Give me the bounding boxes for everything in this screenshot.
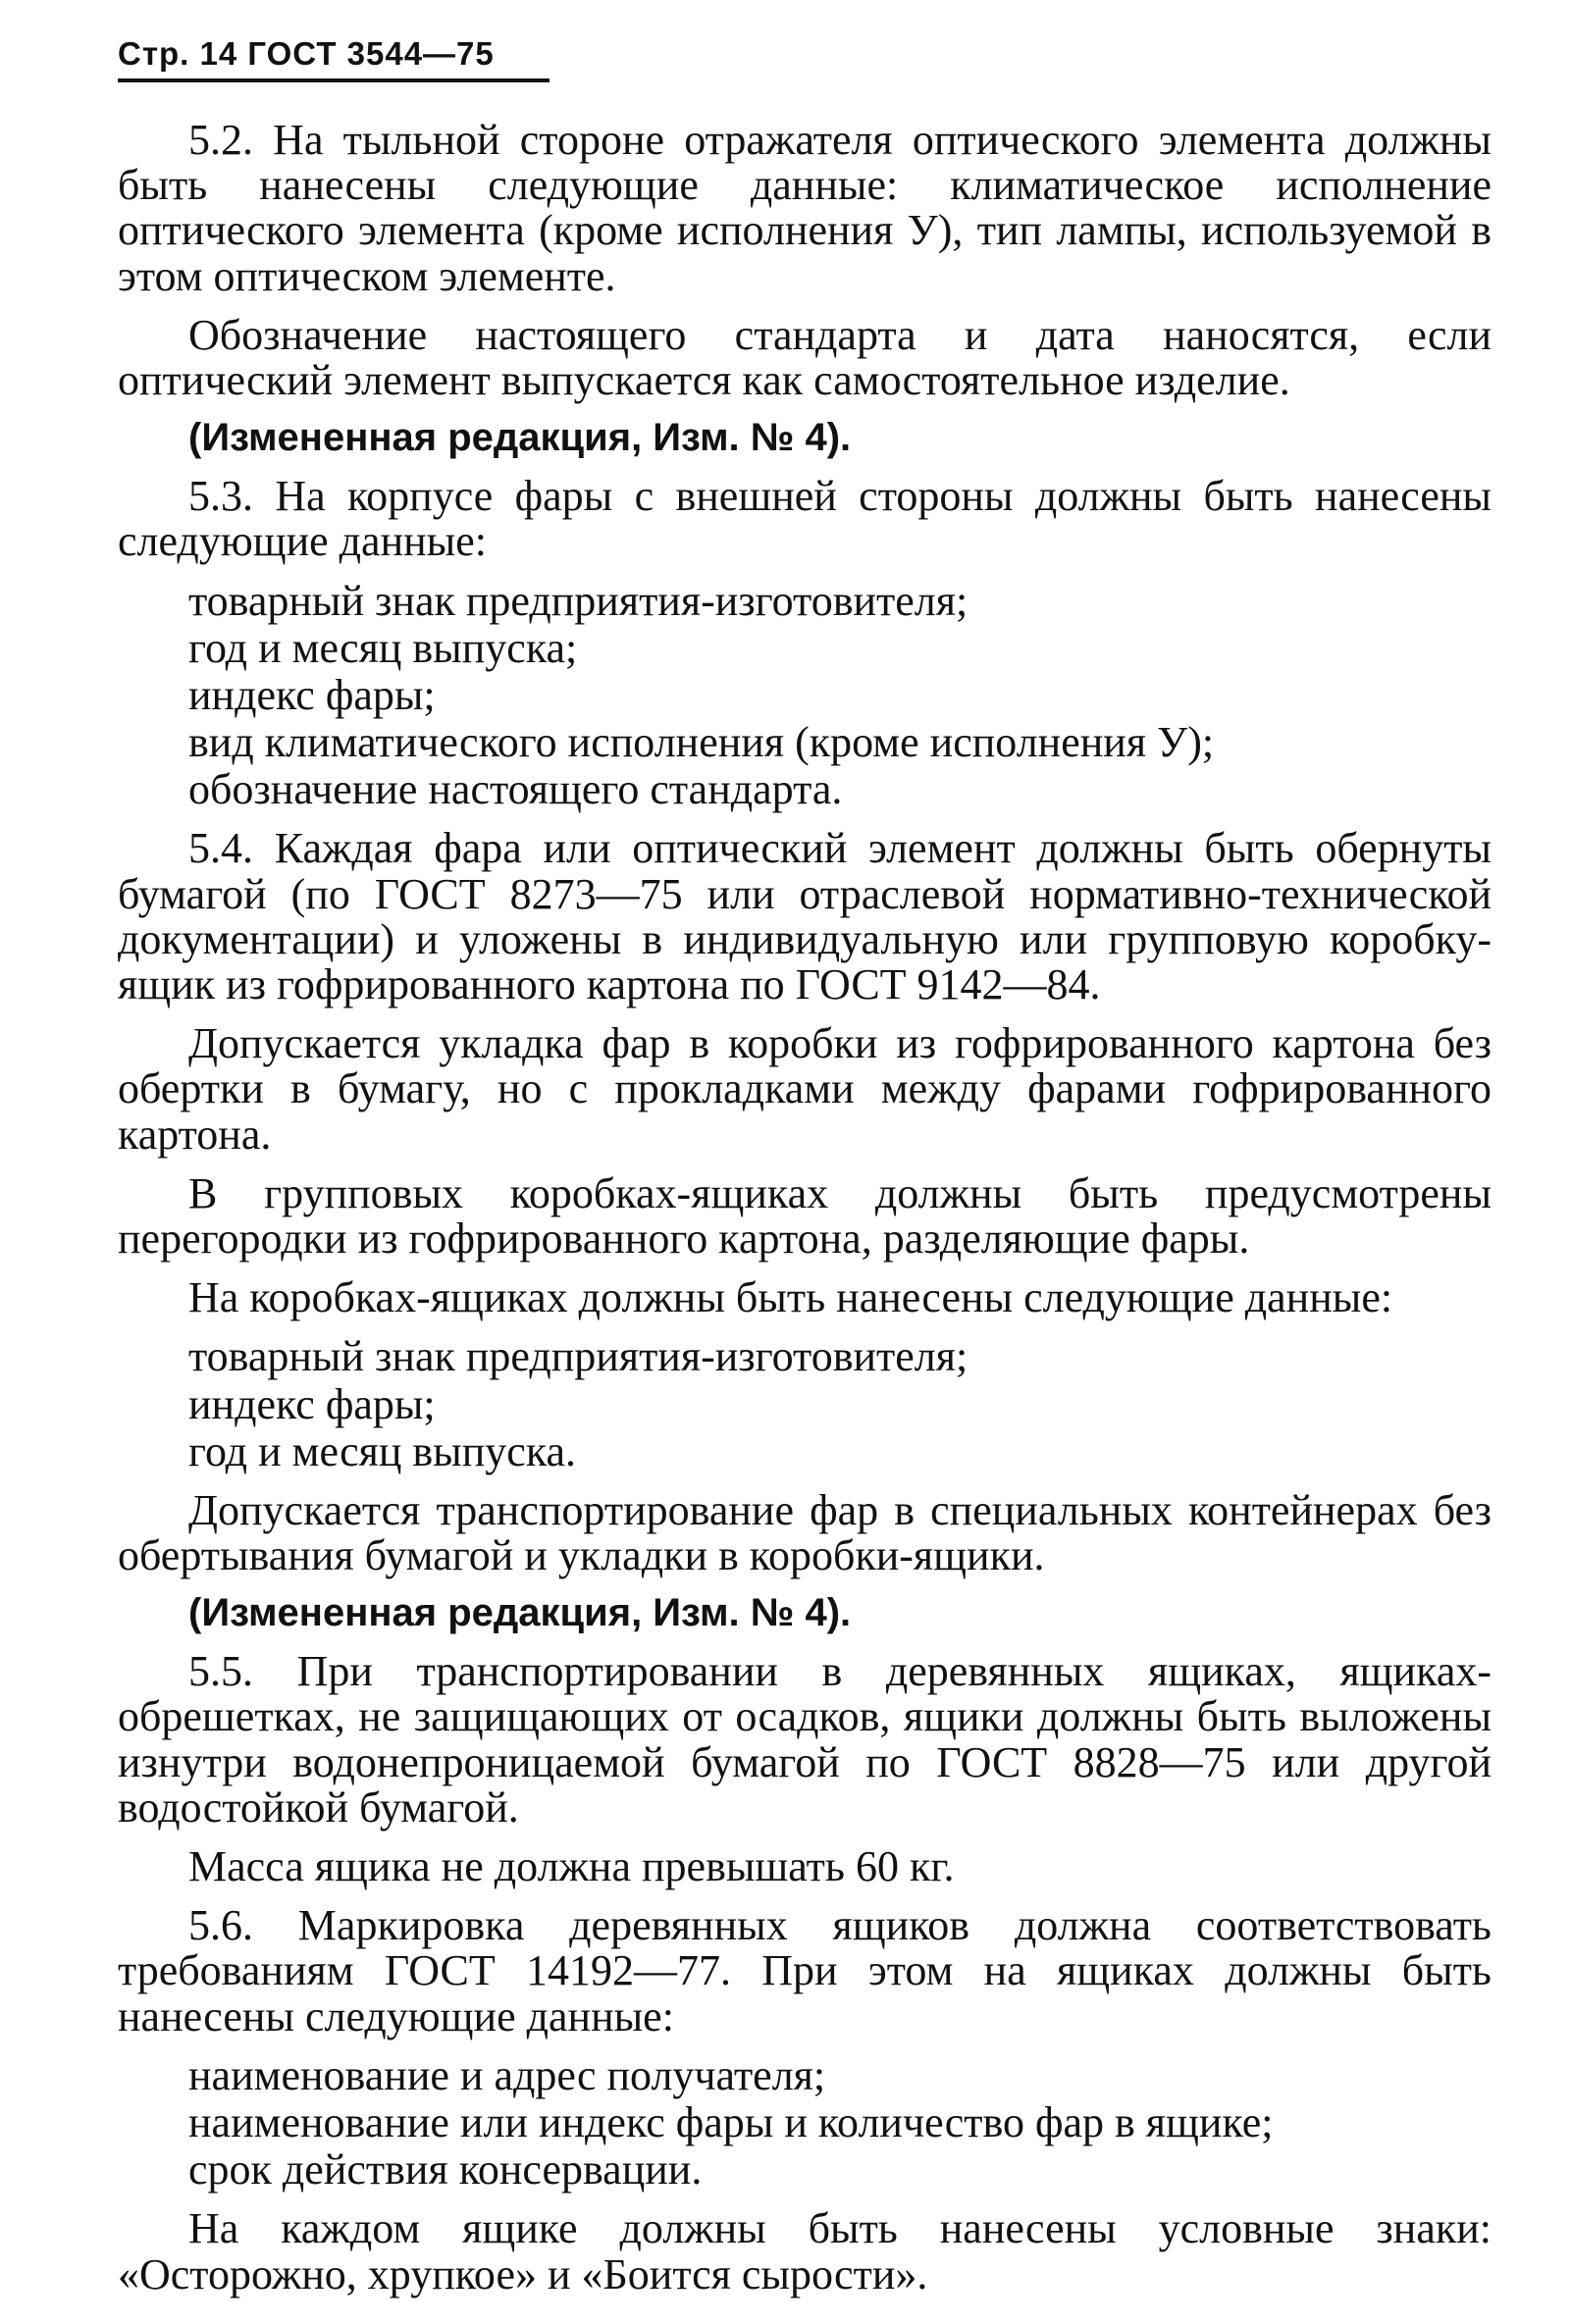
list-item: товарный знак предприятия-изготовителя; [188, 576, 968, 625]
list-item: наименование и адрес получателя; [188, 2050, 826, 2099]
list-item: срок действия консервации. [188, 2145, 703, 2195]
document-body [118, 118, 1492, 2298]
paragraph: Допускается укладка фар в коробки из гофрированного картона без обертки в бумагу, но с прокладками между фарами гофрированного картона. [118, 1019, 1492, 1159]
list-item: год и месяц выпуска. [188, 1426, 577, 1475]
list-item: индекс фары; [188, 1379, 436, 1428]
list-item: вид климатического исполнения (кроме исполнения У); [188, 718, 1215, 767]
list-item: индекс фары; [188, 670, 436, 719]
paragraph: 5.3. На корпусе фары с внешней стороны должны быть нанесены следующие данные: [118, 472, 1492, 566]
paragraph: 5.4. Каждая фара или оптический элемент должны быть обернуты бумагой (по ГОСТ 8273—75 или отраслевой нормативно-технической документации) и уложены в индивидуальную или групповую коробку-ящик из гофрированного картона по ГОСТ 9142—84. [118, 824, 1492, 1008]
amendment-note: (Измененная редакция, Изм. № 4). [188, 1591, 852, 1635]
paragraph: 5.6. Маркировка деревянных ящиков должна соответствовать требованиям ГОСТ 14192—77. При этом на ящиках должны быть нанесены следующие данные: [118, 1901, 1492, 2040]
paragraph: Масса ящика не должна превышать 60 кг. [188, 1842, 955, 1890]
list-item: год и месяц выпуска; [188, 623, 578, 672]
page-header: Стр. 14 ГОСТ 3544—75 [118, 35, 550, 82]
paragraph: Обозначение настоящего стандарта и дата наносятся, если оптический элемент выпускается как самостоятельное изделие. [118, 310, 1492, 404]
paragraph: На каждом ящике должны быть нанесены условные знаки: «Осторожно, хрупкое» и «Боится сырости». [118, 2204, 1492, 2298]
amendment-note: (Измененная редакция, Изм. № 4). [188, 416, 852, 460]
paragraph: Допускается транспортирование фар в специальных контейнерах без обертывания бумагой и укладки в коробки-ящики. [118, 1485, 1492, 1580]
paragraph: В групповых коробках-ящиках должны быть предусмотрены перегородки из гофрированного картона, разделяющие фары. [118, 1168, 1492, 1263]
paragraph: На коробках-ящиках должны быть нанесены следующие данные: [188, 1273, 1393, 1322]
list-item: товарный знак предприятия-изготовителя; [188, 1332, 968, 1381]
paragraph: 5.5. При транспортировании в деревянных ящиках, ящиках-обрешетках, не защищающих от осадков, ящики должны быть выложены изнутри водонепроницаемой бумагой по ГОСТ 8828—75 или другой водостойкой бумагой. [118, 1647, 1492, 1832]
list-item: обозначение настоящего стандарта. [188, 765, 843, 814]
paragraph: 5.2. На тыльной стороне отражателя оптического элемента должны быть нанесены следующие данные: климатическое исполнение оптического элемента (кроме исполнения У), тип лампы, используемой в этом оптическом элементе. [118, 116, 1492, 300]
list-item: наименование или индекс фары и количество фар в ящике; [188, 2097, 1274, 2146]
